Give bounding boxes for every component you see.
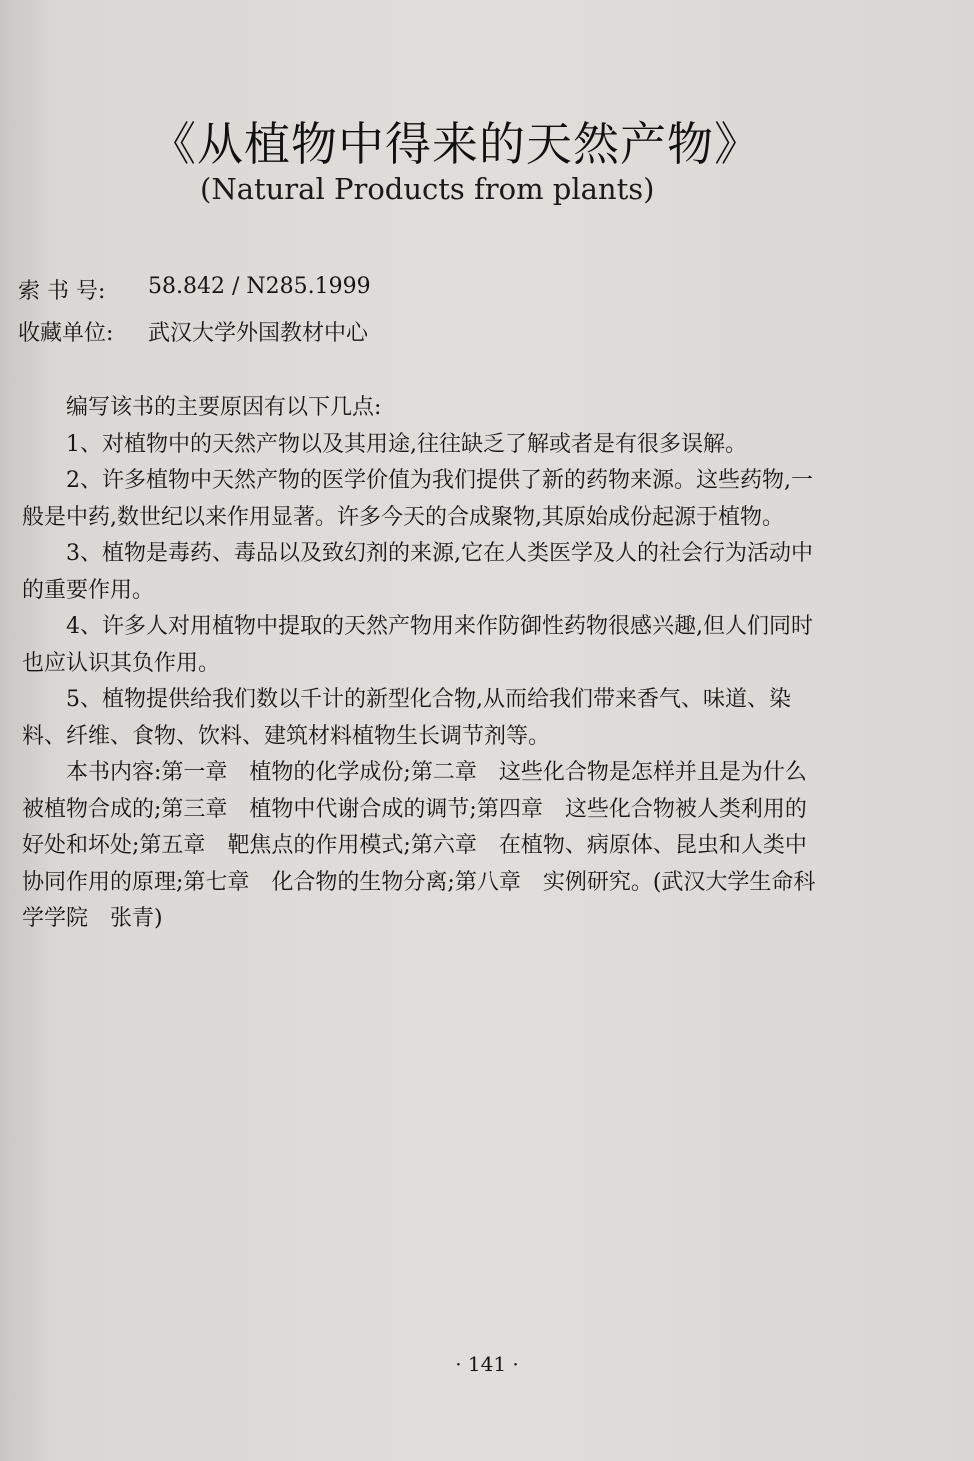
call-number-label: 索 书 号: xyxy=(18,279,106,304)
paragraph-point-1: 1、对植物中的天然产物以及其用途,往往缺乏了解或者是有很多误解。 xyxy=(66,431,747,457)
document-title: 《从植物中得来的天然产物》 xyxy=(150,117,761,171)
document-subtitle: (Natural Products from plants) xyxy=(200,172,655,206)
paragraph-point-4: 4、许多人对用植物中提取的天然产物用来作防御性药物很感兴趣,但人们同时也应认识其负作用。 xyxy=(22,614,813,676)
page-number: · 141 · xyxy=(455,1352,519,1376)
holding-unit-label: 收藏单位: xyxy=(18,321,114,346)
paragraph-point-2: 2、许多植物中天然产物的医学价值为我们提供了新的药物来源。这些药物,一般是中药,数世纪以来作用显著。许多今天的合成聚物,其原始成份起源于植物。 xyxy=(22,468,813,530)
holding-unit-row xyxy=(18,316,368,347)
paragraph-contents: 本书内容:第一章 植物的化学成份;第二章 这些化合物是怎样并且是为什么被植物合成的;第三章 植物中代谢合成的调节;第四章 这些化合物被人类利用的好处和坏处;第五章 靶焦点的作用模式;第六章 在植物、病原体、昆虫和人类中协同作用的原理;第七章 化合物的生物分离;第八章 实例研究。(武汉大学生命科学学院 张青) xyxy=(22,760,816,931)
call-number-row xyxy=(18,274,371,305)
call-number-value: 58.842 / N285.1999 xyxy=(148,274,371,299)
body-text xyxy=(22,390,822,938)
holding-unit-value: 武汉大学外国教材中心 xyxy=(148,321,369,346)
paragraph-intro: 编写该书的主要原因有以下几点: xyxy=(66,395,382,420)
paragraph-point-3: 3、植物是毒药、毒品以及致幻剂的来源,它在人类医学及人的社会行为活动中的重要作用。 xyxy=(22,541,813,603)
paragraph-point-5: 5、植物提供给我们数以千计的新型化合物,从而给我们带来香气、味道、染料、纤维、食物、饮料、建筑材料植物生长调节剂等。 xyxy=(22,687,791,749)
